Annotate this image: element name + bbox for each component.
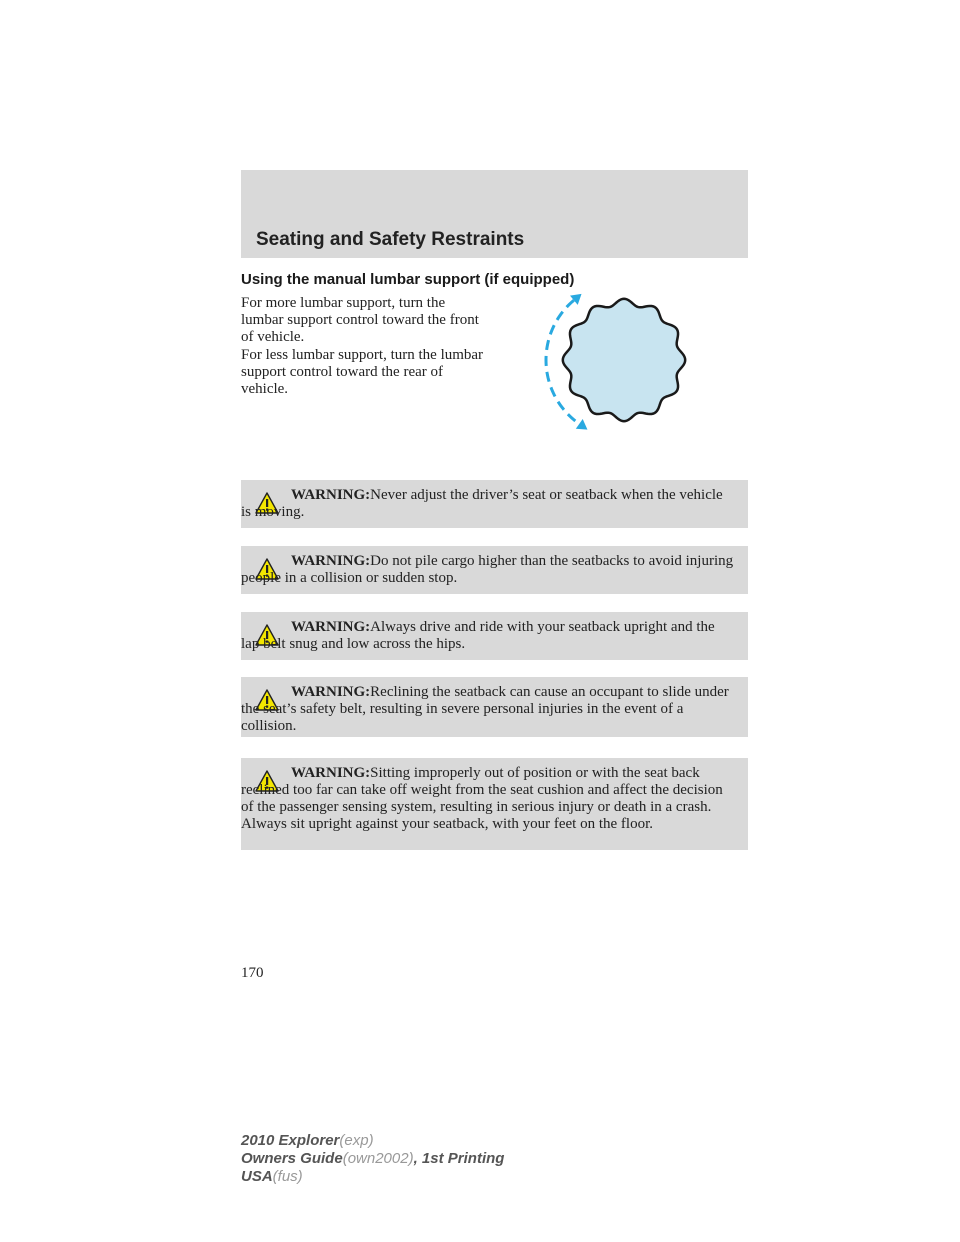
warning-label: WARNING: — [291, 684, 371, 700]
lumbar-knob-illustration — [534, 290, 710, 440]
page-number: 170 — [241, 965, 264, 981]
warning-text — [241, 487, 734, 521]
footer-model-code: (exp) — [339, 1132, 374, 1149]
warning-text — [241, 684, 734, 735]
footer-model: 2010 Explorer — [241, 1132, 340, 1149]
print-footer — [241, 1132, 504, 1186]
warning-body: Reclining the seatback can cause an occupant to slide under the seat’s safety belt, resulting in severe personal injuries in the event of a collision. — [241, 684, 729, 734]
warning-text — [241, 553, 734, 587]
footer-guide: Owners Guide — [241, 1150, 343, 1167]
warning-text — [241, 619, 734, 653]
footer-line-1 — [241, 1132, 504, 1150]
page-title: Seating and Safety Restraints — [256, 229, 525, 250]
footer-line-3 — [241, 1168, 504, 1186]
warning-label: WARNING: — [291, 553, 371, 569]
warning-box — [241, 612, 748, 660]
warning-box — [241, 677, 748, 737]
lumbar-para-less: For less lumbar support, turn the lumbar support control toward the rear of vehicle. — [241, 347, 484, 397]
warning-label: WARNING: — [291, 765, 371, 781]
knob-body — [563, 299, 685, 421]
warning-box — [241, 546, 748, 594]
footer-region: USA — [241, 1168, 273, 1185]
warning-box — [241, 758, 748, 850]
warning-body: Sitting improperly out of position or with the seat back reclined too far can take off weight from the seat cushion and affect the decision of the passenger sensing system, resulting in serious injury or death in a crash. Always sit upright against your seatback, with your feet on the floor. — [241, 765, 723, 832]
arrowhead-bottom-icon — [576, 419, 588, 430]
warning-label: WARNING: — [291, 619, 371, 635]
lumbar-heading: Using the manual lumbar support (if equipped) — [241, 271, 575, 288]
footer-line-2 — [241, 1150, 504, 1168]
warning-box — [241, 480, 748, 528]
warning-body: Do not pile cargo higher than the seatbacks to avoid injuring people in a collision or sudden stop. — [241, 553, 734, 586]
warning-body: Never adjust the driver’s seat or seatback when the vehicle is moving. — [241, 487, 723, 520]
lumbar-para-more: For more lumbar support, turn the lumbar support control toward the front of vehicle. — [241, 295, 479, 345]
warning-label: WARNING: — [291, 487, 371, 503]
footer-guide-code: (own2002) — [342, 1150, 414, 1167]
footer-printing: , 1st Printing — [413, 1150, 505, 1167]
footer-region-code: (fus) — [272, 1168, 303, 1185]
warning-body: Always drive and ride with your seatback upright and the lap belt snug and low across the hips. — [241, 619, 715, 652]
warning-text — [241, 765, 734, 833]
